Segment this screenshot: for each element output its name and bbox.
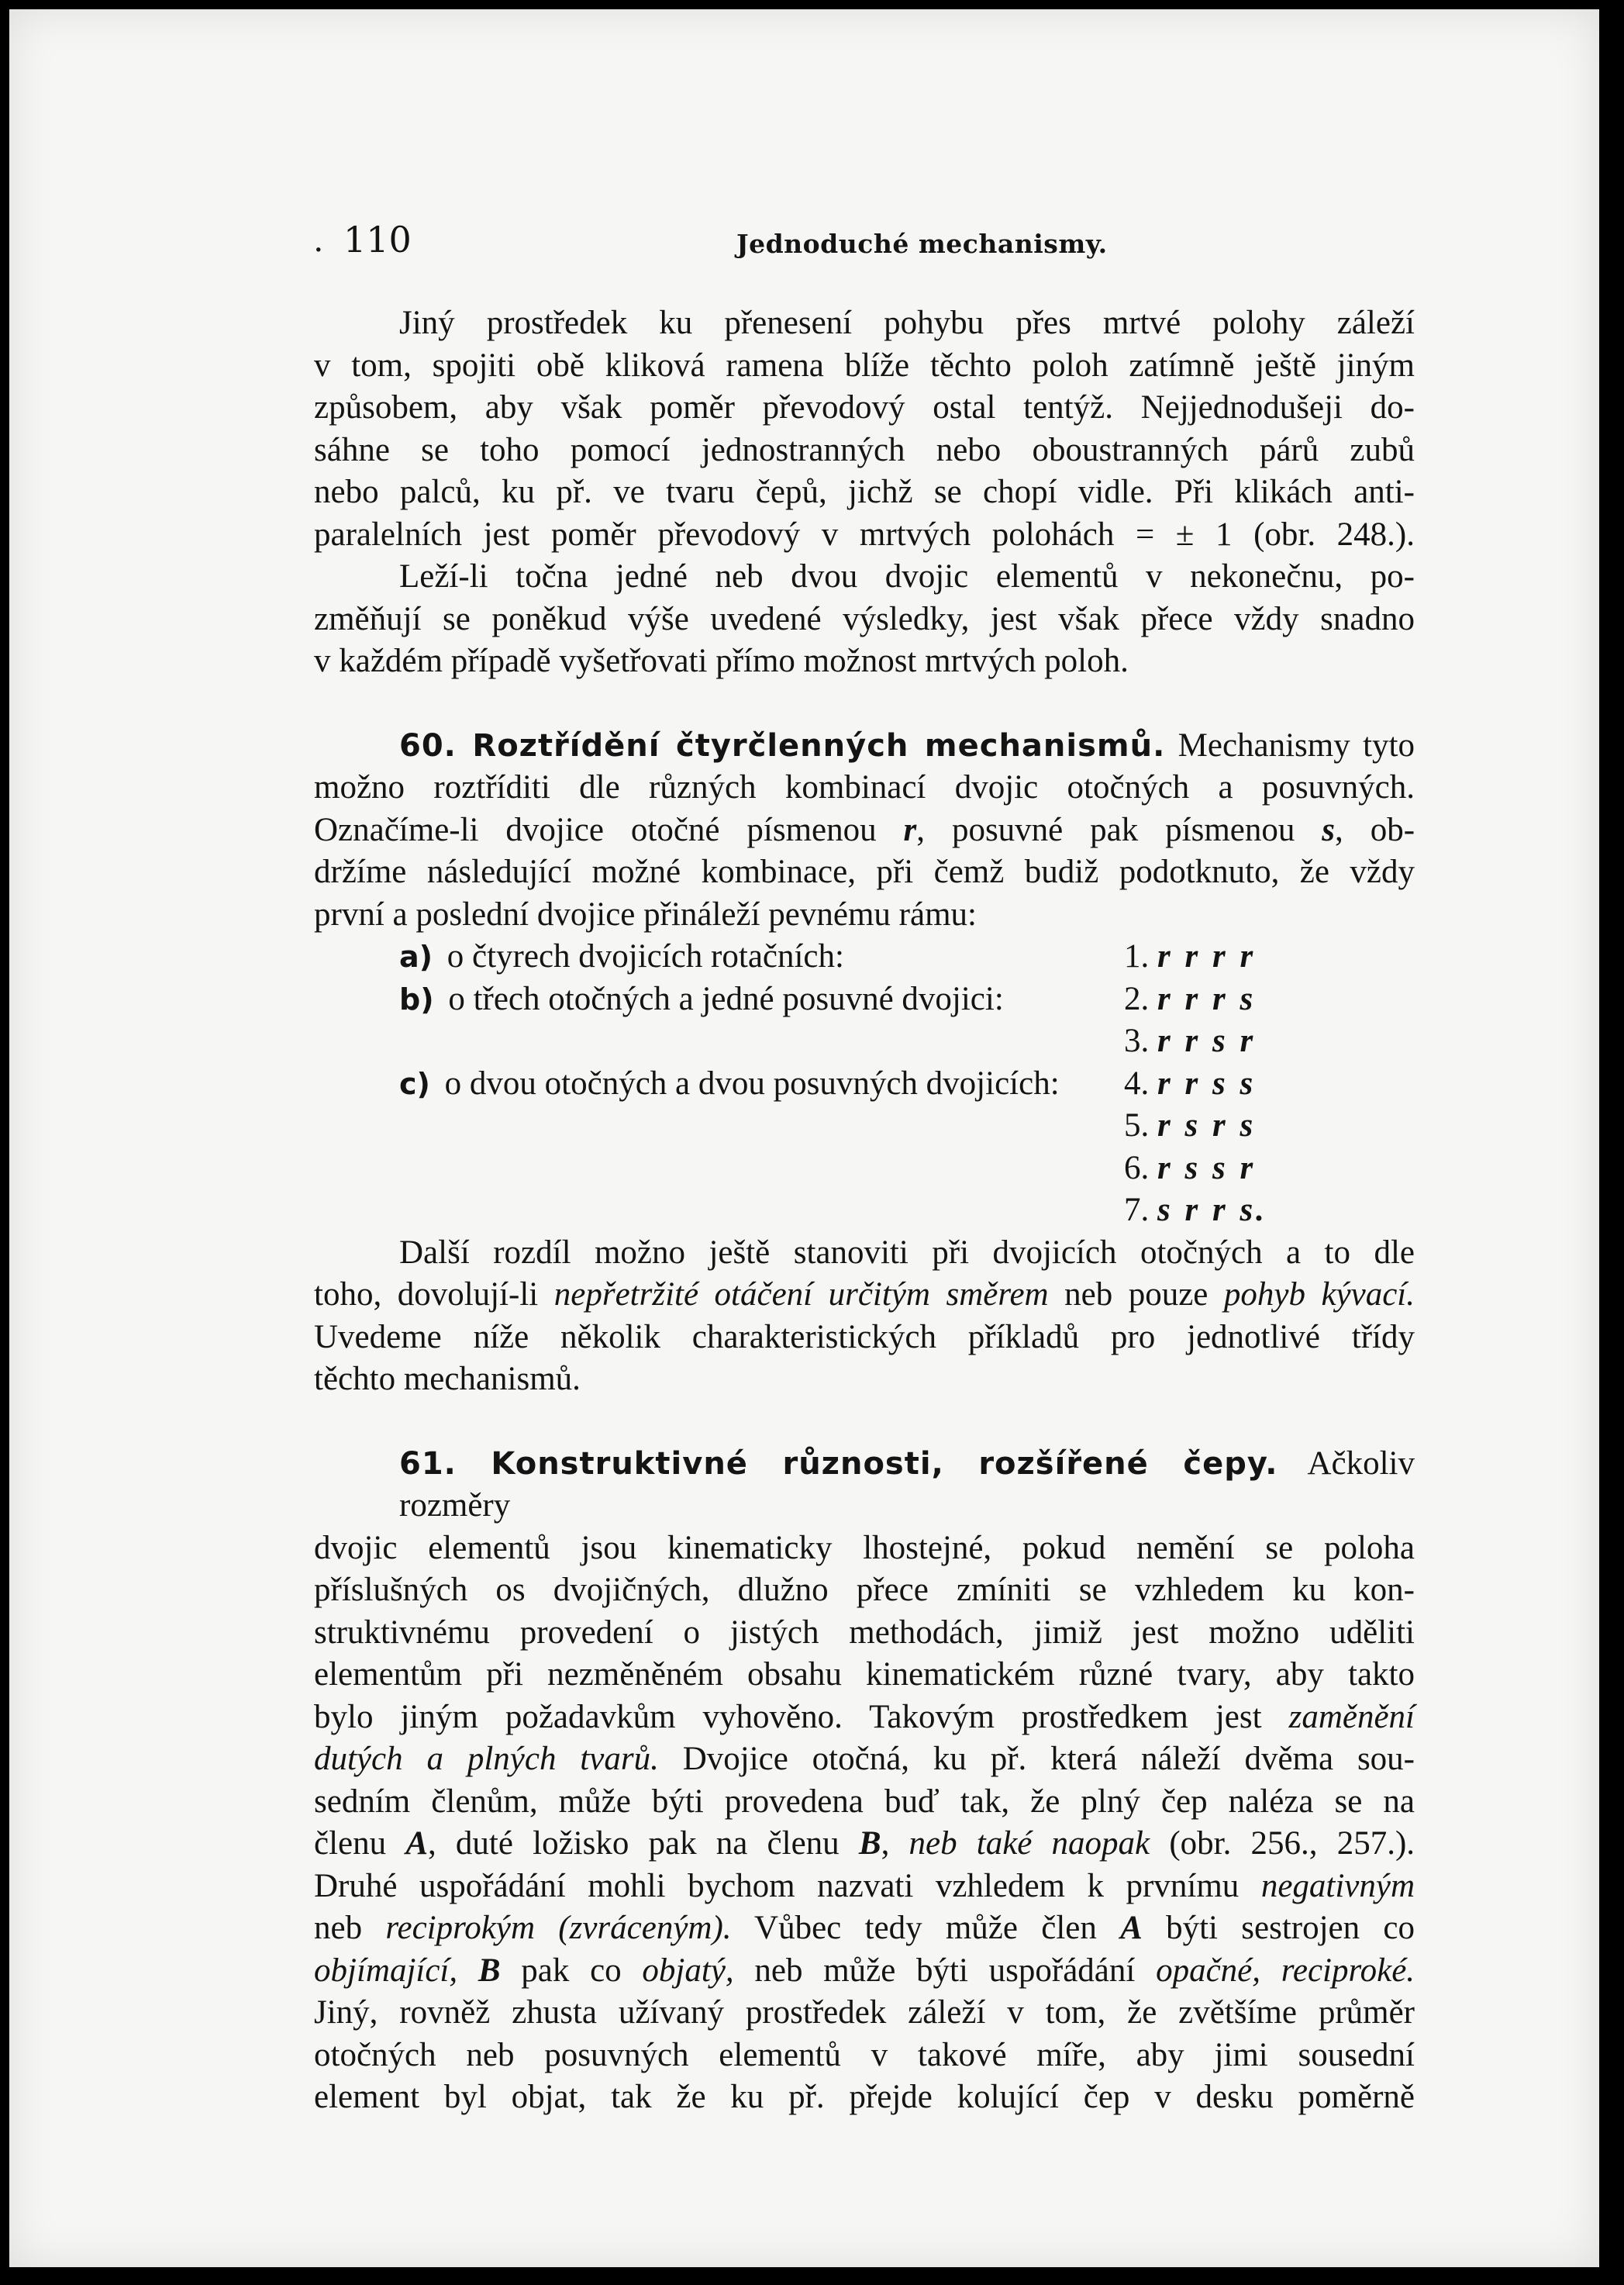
combination-tag: c) xyxy=(399,1066,430,1101)
combination-row xyxy=(314,1148,1415,1190)
italic-phrase: reciprokým (zvráceným). xyxy=(385,1910,732,1946)
combination-num: 5. xyxy=(1124,1107,1150,1144)
paragraph-mrtve-polohy xyxy=(314,302,1415,556)
text-line: struktivnému provedení o jistých methodách, jimiž jest možno uděliti xyxy=(314,1614,1415,1651)
text-line: příslušných os dvojičných, dlužno přece zmíniti se vzhledem ku kon- xyxy=(314,1572,1415,1608)
text-line: dvojic elementů jsou kinematicky lhostejné, pokud nemění se poloha xyxy=(314,1529,1415,1566)
page-number: 110 xyxy=(343,219,412,261)
text-run: býti sestrojen co xyxy=(1166,1910,1415,1946)
header-dot: . xyxy=(314,219,323,259)
text-line: Jiný prostředek ku přenesení pohybu přes mrtvé polohy záleží xyxy=(399,305,1415,341)
text-line: sedním členům, může býti provedena buď tak, že plný čep naléza se na xyxy=(314,1783,1415,1820)
text-line: těchto mechanismů. xyxy=(314,1361,581,1397)
combination-row xyxy=(314,1105,1415,1148)
text-run: , ob- xyxy=(1335,811,1415,848)
text-line xyxy=(314,1274,1415,1317)
section-61 xyxy=(314,1443,1415,2119)
text-line: Leží-li točna jedné neb dvou dvojic elementů v nekonečnu, po- xyxy=(399,558,1415,595)
var-B: B xyxy=(858,1825,881,1862)
text-run: pak co xyxy=(521,1952,622,1989)
text-line: otočných neb posuvných elementů v takové míře, aby jimi sousední xyxy=(314,2036,1415,2073)
text-line: způsobem, aby však poměr převodový ostal tentýž. Nejjednodušeji do- xyxy=(314,389,1415,426)
italic-phrase: pohyb kývací. xyxy=(1223,1276,1415,1313)
combination-label xyxy=(314,1105,1124,1148)
text-line xyxy=(314,1443,1415,1527)
running-title: Jednoduché mechanismy. xyxy=(736,229,1108,259)
text-run: neb může býti uspořádání xyxy=(754,1952,1136,1989)
combination-row xyxy=(314,1063,1415,1106)
text-line: v tom, spojiti obě kliková ramena blíže těchto poloh zatímně ještě jiným xyxy=(314,347,1415,384)
var-A: A xyxy=(405,1825,428,1862)
text-run: neb pouze xyxy=(1064,1276,1209,1313)
text-line xyxy=(314,1907,1415,1950)
italic-phrase: zaměnění xyxy=(1288,1698,1415,1735)
var-A: A xyxy=(1120,1910,1143,1946)
combination-text: o třech otočných a jedné posuvné dvojici: xyxy=(448,980,1004,1017)
combination-row xyxy=(314,1020,1415,1063)
var-B: B xyxy=(478,1952,501,1989)
text-line xyxy=(314,1950,1415,1993)
text-line xyxy=(314,1738,1415,1781)
text-line: Uvedeme níže několik charakteristických příkladů pro jednotlivé třídy xyxy=(314,1318,1415,1355)
combination-seq: s r r s. xyxy=(1157,1192,1267,1228)
text-run: toho, dovolují-li xyxy=(314,1276,539,1313)
page-content xyxy=(314,219,1415,2119)
section-60-heading: 60. Roztřídění čtyrčlenných mechanismů. xyxy=(399,727,1166,764)
text-run: Druhé uspořádání mohli bychom nazvati vzhledem k prvnímu xyxy=(314,1867,1240,1904)
paragraph-tocna xyxy=(314,556,1415,683)
combination-num: 2. xyxy=(1124,980,1150,1017)
text-run: Označíme-li dvojice otočné písmenou xyxy=(314,811,877,848)
italic-phrase: nepřetržité otáčení určitým směrem xyxy=(553,1276,1049,1313)
combination-row xyxy=(314,979,1415,1021)
combination-seq: r r s s xyxy=(1157,1065,1257,1102)
text-run: Dvojice otočná, ku př. která náleží dvěma sou- xyxy=(682,1741,1415,1777)
combination-row xyxy=(314,1189,1415,1232)
text-line: nebo palců, ku př. ve tvaru čepů, jichž se chopí vidle. Při klikách anti- xyxy=(314,474,1415,510)
text-line: Další rozdíl možno ještě stanoviti při dvojicích otočných a to dle xyxy=(399,1234,1415,1271)
italic-phrase: dutých a plných tvarů. xyxy=(314,1741,659,1777)
text-line: sáhne se toho pomocí jednostranných nebo oboustranných párů zubů xyxy=(314,431,1415,468)
text-run: Vůbec tedy může člen xyxy=(754,1910,1097,1946)
text-run: členu xyxy=(314,1825,387,1862)
italic-phrase: negativným xyxy=(1260,1867,1415,1904)
text-line: v každém případě vyšetřovati přímo možnost mrtvých poloh. xyxy=(314,643,1129,679)
text-run: (obr. 256., 257.). xyxy=(1169,1825,1415,1862)
combination-seq: r r r r xyxy=(1157,938,1257,975)
combination-tag: a) xyxy=(399,940,433,974)
var-r: r xyxy=(903,811,917,848)
text-line xyxy=(314,725,1415,768)
page-sheet xyxy=(9,9,1599,2267)
combination-tag: b) xyxy=(399,982,434,1017)
text-run: Ačkoliv rozměry xyxy=(399,1445,1415,1524)
italic-phrase: opačné, reciproké. xyxy=(1156,1952,1415,1989)
running-header xyxy=(314,219,1415,281)
paragraph-dalsi-rozdil xyxy=(314,1232,1415,1401)
text-run: neb xyxy=(314,1910,363,1946)
text-line: Jiný, rovněž zhusta užívaný prostředek záleží v tom, že zvětšíme průměr xyxy=(314,1994,1415,2031)
combination-label xyxy=(314,1063,1124,1106)
combination-label xyxy=(314,979,1124,1021)
section-60 xyxy=(314,725,1415,937)
combination-seq: r r s r xyxy=(1157,1023,1257,1059)
combination-label xyxy=(314,1020,1124,1063)
italic-phrase: objímající, xyxy=(314,1952,458,1989)
combination-seq: r s r s xyxy=(1157,1107,1257,1144)
combination-num: 3. xyxy=(1124,1023,1150,1059)
italic-phrase: neb také naopak xyxy=(909,1825,1150,1862)
combinations-list xyxy=(314,936,1415,1232)
section-60-line1-rest: Mechanismy tyto xyxy=(1177,727,1415,764)
text-run: bylo jiným požadavkům vyhověno. Takovým prostředkem jest xyxy=(314,1698,1262,1735)
text-line: možno roztříditi dle různých kombinací dvojic otočných a posuvných. xyxy=(314,769,1415,806)
combination-text: o čtyrech dvojicích rotačních: xyxy=(447,938,844,975)
text-line: elementům při nezměněném obsahu kinematickém různé tvary, aby takto xyxy=(314,1656,1415,1693)
text-line: první a poslední dvojice přináleží pevnému rámu: xyxy=(314,896,977,933)
combination-label xyxy=(314,936,1124,979)
combination-text: o dvou otočných a dvou posuvných dvojicích: xyxy=(444,1065,1060,1102)
text-line xyxy=(314,1696,1415,1739)
text-line: paralelních jest poměr převodový v mrtvých polohách = ± 1 (obr. 248.). xyxy=(314,516,1415,553)
combination-num: 7. xyxy=(1124,1192,1150,1228)
text-run: , posuvné pak písmenou xyxy=(916,811,1295,848)
combination-num: 1. xyxy=(1124,938,1150,975)
text-line xyxy=(314,1823,1415,1866)
combination-seq: r s s r xyxy=(1157,1149,1257,1186)
text-line xyxy=(314,809,1415,852)
combination-num: 6. xyxy=(1124,1149,1150,1186)
text-line: změňují se poněkud výše uvedené výsledky, jest však přece vždy snadno xyxy=(314,600,1415,637)
italic-phrase: objatý, xyxy=(642,1952,734,1989)
text-line xyxy=(314,1866,1415,1908)
text-line: element byl objat, tak že ku př. přejde kolující čep v desku poměrně xyxy=(314,2079,1415,2115)
text-run: , duté ložisko pak na členu xyxy=(428,1825,840,1862)
section-61-heading: 61. Konstruktivné různosti, rozšířené čepy. xyxy=(399,1445,1278,1482)
combination-label xyxy=(314,1189,1124,1232)
combination-num: 4. xyxy=(1124,1065,1150,1102)
combination-label xyxy=(314,1148,1124,1190)
text-line: držíme následující možné kombinace, při čemž budiž podotknuto, že vždy xyxy=(314,854,1415,890)
combination-row xyxy=(314,936,1415,979)
combination-seq: r r r s xyxy=(1157,980,1257,1017)
var-s: s xyxy=(1322,811,1336,848)
text-run: , xyxy=(881,1825,890,1862)
